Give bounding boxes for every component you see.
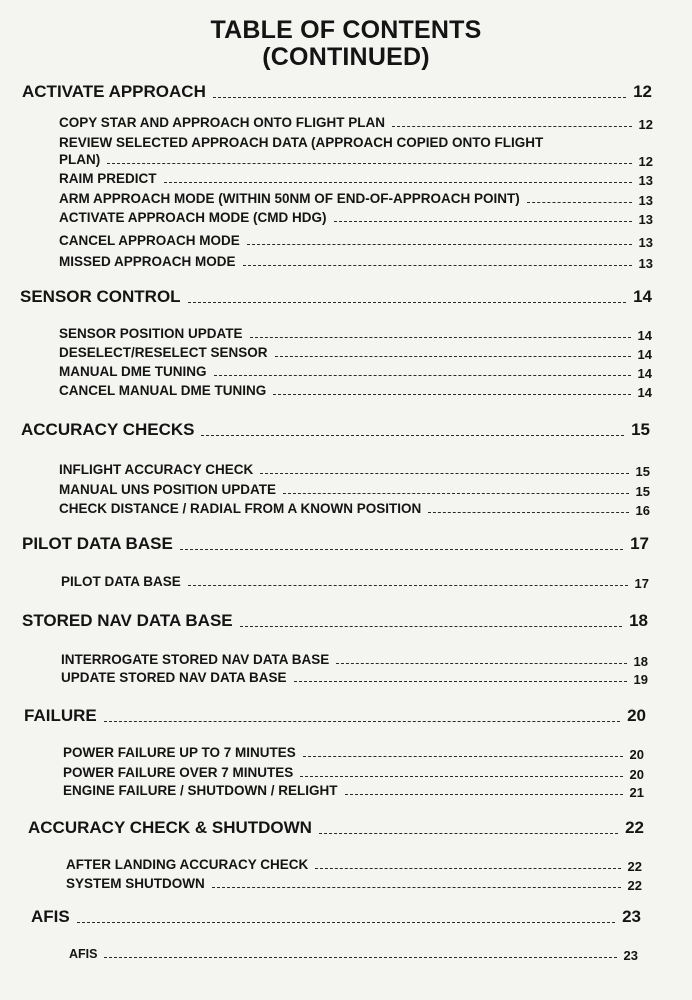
- dot-leader: [303, 756, 623, 757]
- toc-page-number: 14: [637, 328, 652, 343]
- toc-item-label: RAIM PREDICT: [59, 171, 157, 186]
- toc-section-accuracy-checks: [21, 420, 650, 440]
- toc-item-label: ENGINE FAILURE / SHUTDOWN / RELIGHT: [63, 783, 338, 798]
- toc-page-number: 15: [635, 464, 650, 479]
- toc-item: [59, 152, 653, 167]
- toc-section-pilot-data-base: [22, 534, 649, 554]
- toc-item-label: MANUAL DME TUNING: [59, 364, 207, 379]
- toc-item: [61, 574, 649, 589]
- dot-leader: [334, 221, 632, 222]
- toc-section-label: ACCURACY CHECK & SHUTDOWN: [28, 818, 312, 837]
- toc-page-number: 17: [630, 534, 649, 553]
- toc-item-label: PLAN): [59, 152, 101, 167]
- dot-leader: [104, 957, 616, 958]
- dot-leader: [247, 244, 632, 245]
- toc-item-label: ACTIVATE APPROACH MODE (CMD HDG): [59, 210, 327, 225]
- dot-leader: [107, 163, 631, 164]
- toc-item-label: DESELECT/RESELECT SENSOR: [59, 345, 268, 360]
- toc-page-number: 21: [629, 785, 644, 800]
- dot-leader: [164, 182, 632, 183]
- toc-item: [59, 482, 650, 497]
- toc-section-activate-approach: [22, 82, 652, 102]
- toc-item: [59, 115, 653, 130]
- toc-page-number: 20: [629, 767, 644, 782]
- toc-page-number: 23: [622, 907, 641, 926]
- toc-page-number: 12: [638, 117, 653, 132]
- toc-item: [59, 364, 652, 379]
- toc-section-accuracy-check-shutdown: [28, 818, 644, 838]
- toc-page-number: 23: [623, 948, 638, 963]
- toc-page-number: 18: [633, 654, 648, 669]
- toc-section-label: FAILURE: [24, 706, 97, 725]
- dot-leader: [300, 776, 622, 777]
- toc-item: [59, 171, 653, 186]
- dot-leader: [275, 356, 631, 357]
- dot-leader: [77, 922, 615, 923]
- toc-item-label: UPDATE STORED NAV DATA BASE: [61, 670, 287, 685]
- toc-item: [59, 345, 652, 360]
- toc-section-label: ACCURACY CHECKS: [21, 420, 195, 439]
- toc-item: [59, 383, 652, 398]
- toc-page-number: 14: [637, 385, 652, 400]
- toc-item: [63, 765, 644, 780]
- dot-leader: [180, 549, 623, 550]
- dot-leader: [260, 473, 628, 474]
- toc-item: [66, 857, 642, 872]
- toc-section-label: STORED NAV DATA BASE: [22, 611, 233, 630]
- toc-item-label: PILOT DATA BASE: [61, 574, 181, 589]
- toc-section-sensor-control: [20, 287, 652, 307]
- dot-leader: [336, 663, 626, 664]
- toc-item: [63, 745, 644, 760]
- toc-item: [59, 210, 653, 225]
- toc-section-stored-nav-data-base: [22, 611, 648, 631]
- dot-leader: [428, 512, 628, 513]
- toc-item-label: SYSTEM SHUTDOWN: [66, 876, 205, 891]
- toc-item-label: SENSOR POSITION UPDATE: [59, 326, 243, 341]
- dot-leader: [283, 493, 629, 494]
- toc-page-number: 13: [638, 235, 653, 250]
- toc-page-number: 12: [638, 154, 653, 169]
- toc-item: [59, 326, 652, 341]
- toc-page-number: 13: [638, 256, 653, 271]
- toc-page-number: 22: [627, 878, 642, 893]
- toc-item: [59, 462, 650, 477]
- dot-leader: [345, 794, 623, 795]
- dot-leader: [240, 626, 622, 627]
- toc-item-label: POWER FAILURE UP TO 7 MINUTES: [63, 745, 296, 760]
- toc-item: [59, 191, 653, 206]
- toc-item-label: AFIS: [69, 947, 98, 961]
- toc-page-number: 22: [627, 859, 642, 874]
- dot-leader: [273, 394, 630, 395]
- dot-leader: [214, 375, 631, 376]
- toc-page-number: 18: [629, 611, 648, 630]
- dot-leader: [315, 868, 620, 869]
- toc-page-number: 22: [625, 818, 644, 837]
- toc-page-number: 17: [634, 576, 649, 591]
- toc-item: [59, 501, 650, 516]
- toc-item: [59, 254, 653, 269]
- dot-leader: [188, 302, 627, 303]
- dot-leader: [213, 97, 626, 98]
- toc-item: [61, 652, 648, 667]
- dot-leader: [527, 202, 632, 203]
- toc-section-label: AFIS: [31, 907, 70, 926]
- dot-leader: [319, 833, 618, 834]
- toc-page-number: 15: [631, 420, 650, 439]
- dot-leader: [188, 585, 628, 586]
- toc-item-label: COPY STAR AND APPROACH ONTO FLIGHT PLAN: [59, 115, 386, 130]
- toc-item-label: CHECK DISTANCE / RADIAL FROM A KNOWN POSITION: [59, 501, 422, 516]
- toc-item-label-line1: REVIEW SELECTED APPROACH DATA (APPROACH COPIED ONTO FLIGHT: [59, 135, 544, 150]
- toc-item: [63, 783, 644, 798]
- toc-page-number: 14: [637, 366, 652, 381]
- toc-item-label: CANCEL MANUAL DME TUNING: [59, 383, 267, 398]
- dot-leader: [104, 721, 620, 722]
- page-subtitle: (CONTINUED): [262, 43, 430, 71]
- toc-item: [66, 876, 642, 891]
- toc-item-label: INTERROGATE STORED NAV DATA BASE: [61, 652, 330, 667]
- toc-page-number: 16: [635, 503, 650, 518]
- dot-leader: [392, 126, 632, 127]
- dot-leader: [243, 265, 632, 266]
- toc-item-label: INFLIGHT ACCURACY CHECK: [59, 462, 254, 477]
- dot-leader: [294, 681, 627, 682]
- toc-page-number: 14: [633, 287, 652, 306]
- toc-page-number: 13: [638, 212, 653, 227]
- page-title: TABLE OF CONTENTS: [210, 16, 482, 44]
- toc-page-number: 13: [638, 173, 653, 188]
- toc-section-failure: [24, 706, 646, 726]
- toc-section-label: PILOT DATA BASE: [22, 534, 173, 553]
- toc-page-number: 15: [635, 484, 650, 499]
- toc-page-number: 20: [629, 747, 644, 762]
- dot-leader: [201, 435, 624, 436]
- toc-item-label: POWER FAILURE OVER 7 MINUTES: [63, 765, 294, 780]
- toc-item: [69, 946, 638, 961]
- dot-leader: [212, 887, 621, 888]
- toc-item-label: AFTER LANDING ACCURACY CHECK: [66, 857, 309, 872]
- toc-page-number: 14: [637, 347, 652, 362]
- toc-item: [61, 670, 648, 685]
- toc-item-label: MANUAL UNS POSITION UPDATE: [59, 482, 277, 497]
- toc-page-number: 13: [638, 193, 653, 208]
- toc-section-label: SENSOR CONTROL: [20, 287, 181, 306]
- toc-section-label: ACTIVATE APPROACH: [22, 82, 206, 101]
- toc-item-label: ARM APPROACH MODE (WITHIN 50NM OF END-OF-APPROACH POINT): [59, 191, 520, 206]
- toc-section-afis: [31, 907, 641, 927]
- toc-page-number: 19: [633, 672, 648, 687]
- dot-leader: [250, 337, 631, 338]
- toc-item-label: CANCEL APPROACH MODE: [59, 233, 240, 248]
- toc-item: [59, 233, 653, 248]
- toc-page-number: 12: [633, 82, 652, 101]
- toc-page-number: 20: [627, 706, 646, 725]
- toc-item-label: MISSED APPROACH MODE: [59, 254, 236, 269]
